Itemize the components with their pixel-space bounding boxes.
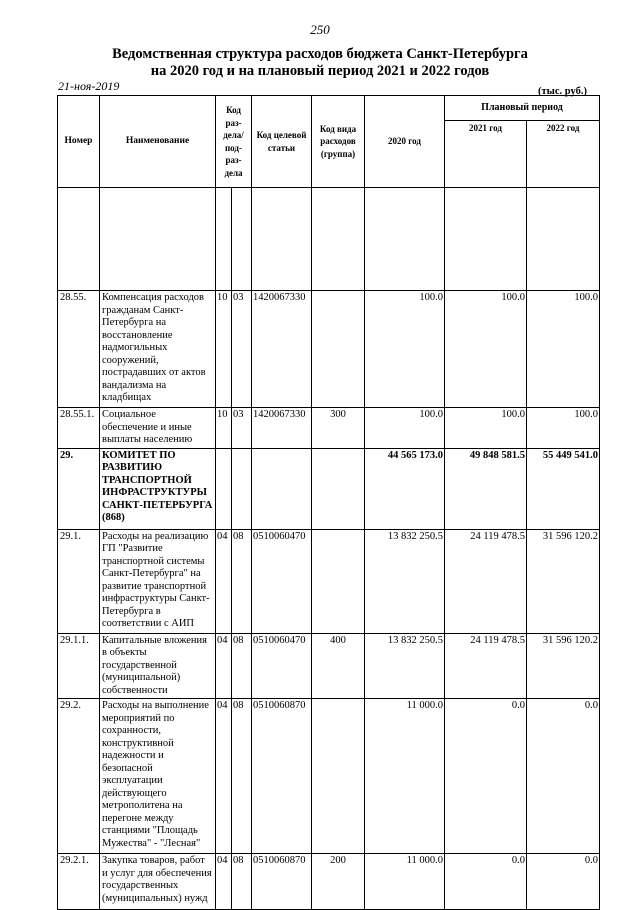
row-2020: 13 832 250.5 — [365, 633, 445, 699]
row-expense-type: 300 — [312, 408, 365, 449]
row-razdel: 04 — [216, 854, 232, 910]
row-expense-type — [312, 448, 365, 529]
row-2021: 100.0 — [445, 408, 527, 449]
row-number: 28.55. — [58, 291, 100, 408]
row-target-code: 0510060870 — [252, 699, 312, 854]
row-2022: 0.0 — [527, 854, 600, 910]
table-row — [58, 408, 600, 449]
row-expense-type — [312, 291, 365, 408]
row-2020: 11 000.0 — [365, 854, 445, 910]
budget-table — [57, 95, 600, 910]
row-expense-type — [312, 699, 365, 854]
row-2022: 100.0 — [527, 408, 600, 449]
row-2021: 100.0 — [445, 291, 527, 408]
row-2022: 100.0 — [527, 291, 600, 408]
row-name: Расходы на выполнение мероприятий по сохранности, конструктивной надежности и безопасной эксплуатации действующего метрополитена на перегоне между станциями "Площадь Мужества" - "Лесная" — [100, 699, 216, 854]
row-razdel — [216, 448, 232, 529]
document-title — [0, 46, 640, 80]
row-number: 29.2.1. — [58, 854, 100, 910]
row-podrazdel — [232, 448, 252, 529]
row-expense-type: 200 — [312, 854, 365, 910]
row-razdel: 04 — [216, 633, 232, 699]
table-row — [58, 633, 600, 699]
title-line-2: на 2020 год и на плановый период 2021 и 2022 годов — [150, 63, 490, 79]
row-name: Расходы на реализацию ГП "Развитие транспортной системы Санкт-Петербурга" на развитие транспортной инфраструктуры Санкт-Петербурга в соответствии с АИП — [100, 529, 216, 633]
row-name: Компенсация расходов гражданам Санкт-Петербурга на восстановление надмогильных сооружений, пострадавших от актов вандализма на кладбищах — [100, 291, 216, 408]
row-target-code: 0510060870 — [252, 854, 312, 910]
row-2020: 100.0 — [365, 408, 445, 449]
row-2020: 44 565 173.0 — [365, 448, 445, 529]
row-target-code: 0510060470 — [252, 529, 312, 633]
row-razdel: 04 — [216, 699, 232, 854]
title-line-1: Ведомственная структура расходов бюджета Санкт-Петербурга — [112, 46, 528, 62]
row-name: Закупка товаров, работ и услуг для обеспечения государственных (муниципальных) нужд — [100, 854, 216, 910]
row-2021: 0.0 — [445, 699, 527, 854]
row-podrazdel: 08 — [232, 854, 252, 910]
header-2021: 2021 год — [445, 121, 527, 188]
header-planned-period: Плановый период — [445, 96, 600, 121]
row-name: Социальное обеспечение и иные выплаты населению — [100, 408, 216, 449]
row-target-code: 1420067330 — [252, 408, 312, 449]
row-target-code: 1420067330 — [252, 291, 312, 408]
table-row — [58, 529, 600, 633]
row-2020: 13 832 250.5 — [365, 529, 445, 633]
row-2022: 31 596 120.2 — [527, 633, 600, 699]
row-number: 29.1.1. — [58, 633, 100, 699]
row-expense-type: 400 — [312, 633, 365, 699]
row-target-code — [252, 448, 312, 529]
row-target-code: 0510060470 — [252, 633, 312, 699]
row-2020: 100.0 — [365, 291, 445, 408]
header-target-code: Код целевой статьи — [252, 96, 312, 188]
row-2022: 0.0 — [527, 699, 600, 854]
header-name: Наименование — [100, 96, 216, 188]
row-number: 28.55.1. — [58, 408, 100, 449]
page-number: 250 — [310, 22, 330, 37]
row-name: Капитальные вложения в объекты государственной (муниципальной) собственности — [100, 633, 216, 699]
row-2022: 55 449 541.0 — [527, 448, 600, 529]
table-row — [58, 854, 600, 910]
row-2021: 24 119 478.5 — [445, 529, 527, 633]
row-razdel: 10 — [216, 408, 232, 449]
row-2021: 0.0 — [445, 854, 527, 910]
header-expense-type: Код вида расходов (группа) — [312, 96, 365, 188]
row-podrazdel: 08 — [232, 529, 252, 633]
row-2021: 24 119 478.5 — [445, 633, 527, 699]
document-date: 21-ноя-2019 — [58, 79, 120, 93]
row-2022: 31 596 120.2 — [527, 529, 600, 633]
header-number: Номер — [58, 96, 100, 188]
row-2021: 49 848 581.5 — [445, 448, 527, 529]
row-number: 29.2. — [58, 699, 100, 854]
row-razdel: 04 — [216, 529, 232, 633]
row-razdel: 10 — [216, 291, 232, 408]
header-2020: 2020 год — [365, 96, 445, 188]
row-podrazdel: 03 — [232, 291, 252, 408]
table-row — [58, 448, 600, 529]
row-number: 29. — [58, 448, 100, 529]
header-section-code: Код раз- дела/ под- раз- дела — [216, 96, 252, 188]
row-number: 29.1. — [58, 529, 100, 633]
row-2020: 11 000.0 — [365, 699, 445, 854]
row-expense-type — [312, 529, 365, 633]
row-podrazdel: 03 — [232, 408, 252, 449]
units-label: (тыс. руб.) — [538, 86, 587, 97]
row-podrazdel: 08 — [232, 699, 252, 854]
table-row — [58, 291, 600, 408]
header-2022: 2022 год — [527, 121, 600, 188]
row-podrazdel: 08 — [232, 633, 252, 699]
row-name: КОМИТЕТ ПО РАЗВИТИЮ ТРАНСПОРТНОЙ ИНФРАСТРУКТУРЫ САНКТ-ПЕТЕРБУРГА (868) — [100, 448, 216, 529]
table-row — [58, 699, 600, 854]
